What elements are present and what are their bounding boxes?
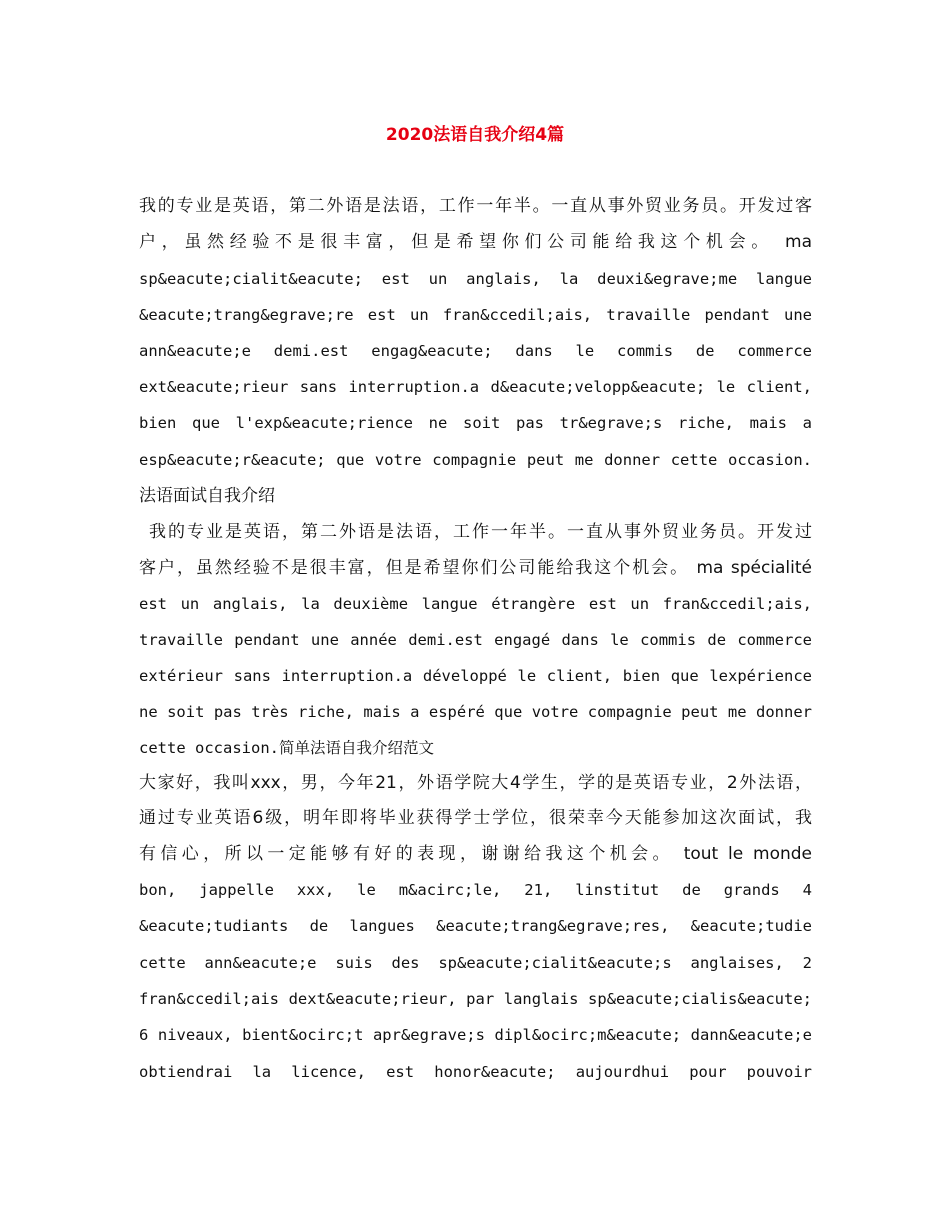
text-line: ext&eacute;rieur sans interruption.a d&eacute;velopp&eacute; le client, <box>139 378 812 396</box>
text-line: ne soit pas très riche, mais a espéré que votre compagnie peut me donner <box>139 703 812 721</box>
text-line: fran&ccedil;ais dext&eacute;rieur, par langlais sp&eacute;cialis&eacute; <box>139 990 812 1008</box>
text-line: &eacute;trang&egrave;re est un fran&ccedil;ais, travaille pendant une <box>139 306 812 324</box>
text-line: obtiendrai la licence, est honor&eacute; aujourdhui pour pouvoir <box>139 1063 812 1081</box>
text-line: 客户，虽然经验不是很丰富，但是希望你们公司能给我这个机会。 ma spécialité <box>139 558 812 578</box>
text-line: 我的专业是英语，第二外语是法语，工作一年半。一直从事外贸业务员。开发过 <box>149 522 812 542</box>
text-line: 我的专业是英语，第二外语是法语，工作一年半。一直从事外贸业务员。开发过客 <box>139 196 812 216</box>
text-line: extérieur sans interruption.a développé le client, bien que lexpérience <box>139 667 812 685</box>
text-line: &eacute;tudiants de langues &eacute;trang&egrave;res, &eacute;tudie <box>139 917 812 935</box>
text-line: travaille pendant une année demi.est engagé dans le commis de commerce <box>139 631 812 649</box>
text-line: 通过专业英语6级，明年即将毕业获得学士学位，很荣幸今天能参加这次面试，我 <box>139 808 812 828</box>
text-line: sp&eacute;cialit&eacute; est un anglais, la deuxi&egrave;me langue <box>139 270 812 288</box>
text-line: cette ann&eacute;e suis des sp&eacute;cialit&eacute;s anglaises, 2 <box>139 954 812 972</box>
text-line: esp&eacute;r&eacute; que votre compagnie peut me donner cette occasion. <box>139 451 812 469</box>
text-line: bien que l'exp&eacute;rience ne soit pas tr&egrave;s riche, mais a <box>139 414 812 432</box>
text-line: ann&eacute;e demi.est engag&eacute; dans le commis de commerce <box>139 342 812 360</box>
text-line: 户，虽然经验不是很丰富，但是希望你们公司能给我这个机会。 ma <box>139 232 812 252</box>
text-line: bon, jappelle xxx, le m&acirc;le, 21, linstitut de grands 4 <box>139 881 812 899</box>
text-line: est un anglais, la deuxième langue étrangère est un fran&ccedil;ais, <box>139 595 812 613</box>
text-line: 有信心，所以一定能够有好的表现，谢谢给我这个机会。 tout le monde <box>139 844 812 864</box>
document-title: 2020法语自我介绍4篇 <box>385 125 565 145</box>
section-heading: 法语面试自我介绍 <box>139 486 275 506</box>
text-line: 大家好，我叫xxx，男，今年21，外语学院大4学生，学的是英语专业，2外法语， <box>139 773 812 793</box>
text-line: 6 niveaux, bient&ocirc;t apr&egrave;s dipl&ocirc;m&eacute; dann&eacute;e <box>139 1026 812 1044</box>
text-line: cette occasion.简单法语自我介绍范文 <box>139 739 434 757</box>
